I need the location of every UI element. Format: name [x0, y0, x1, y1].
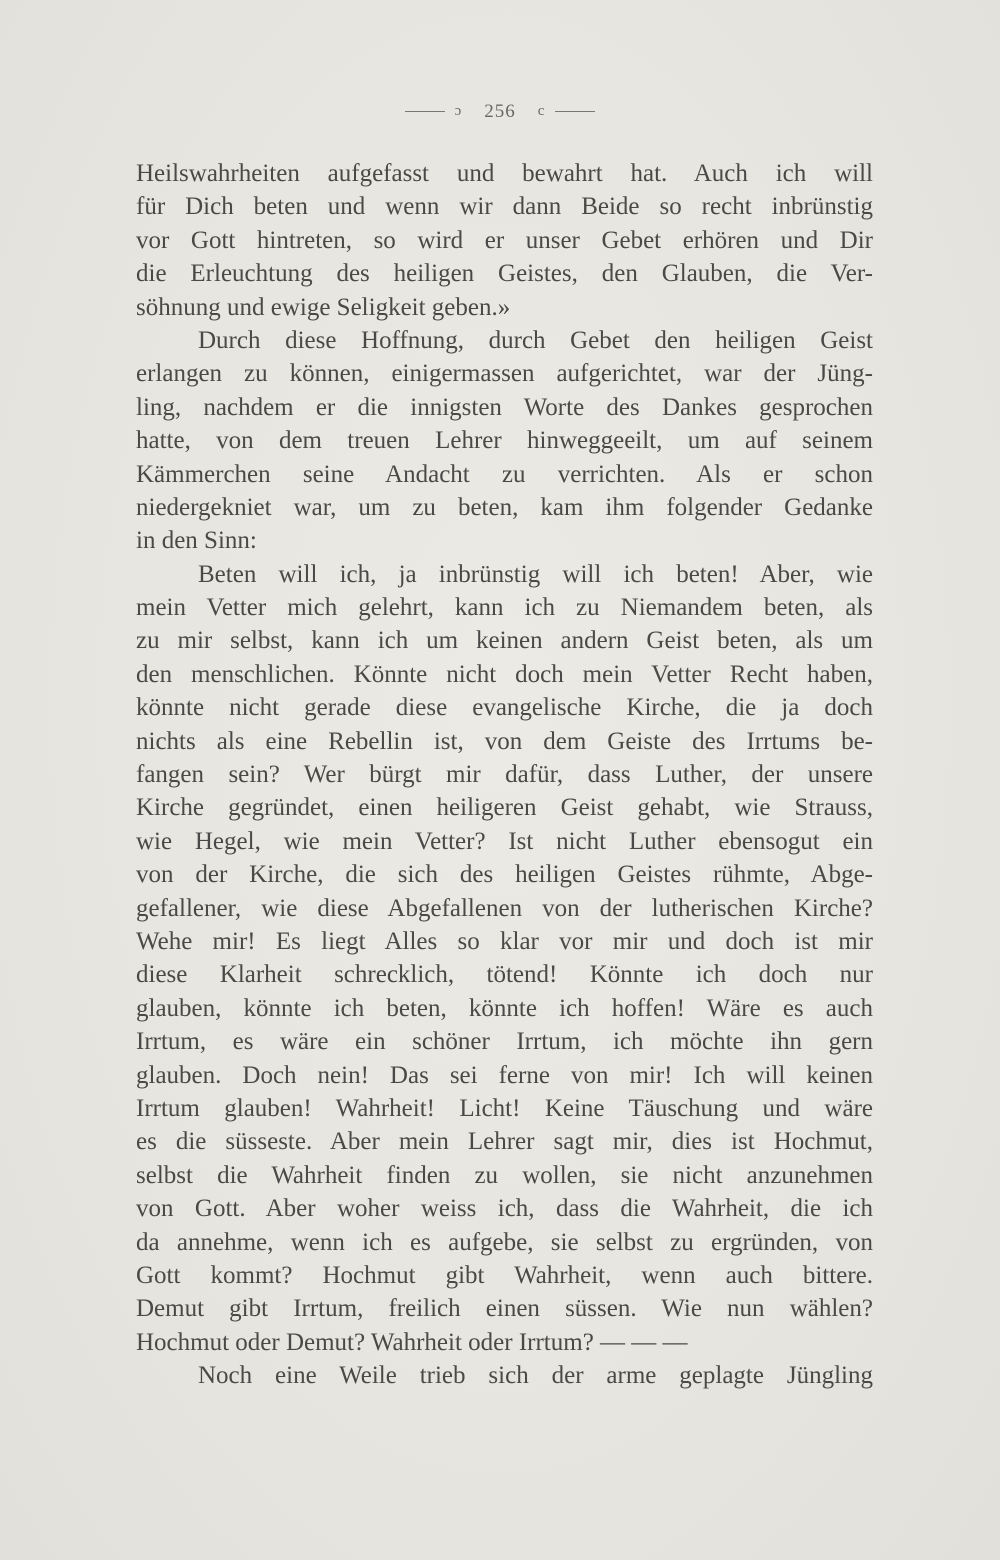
- header-rule-left: [405, 111, 445, 112]
- page-header: [0, 100, 1000, 123]
- text-line: hatte, von dem treuen Lehrer hinweggeeilt, um auf seinem: [136, 427, 873, 455]
- text-line: von der Kirche, die sich des heiligen Geistes rühmte, Abge-: [136, 861, 873, 889]
- text-line: die Erleuchtung des heiligen Geistes, den Glauben, die Ver-: [136, 260, 873, 288]
- header-rule-right: [555, 111, 595, 112]
- text-line: Kämmerchen seine Andacht zu verrichten. Als er schon: [136, 460, 873, 488]
- text-line: für Dich beten und wenn wir dann Beide so recht inbrünstig: [136, 193, 873, 221]
- text-line: glauben. Doch nein! Das sei ferne von mir! Ich will keinen: [136, 1061, 873, 1089]
- text-line: den menschlichen. Könnte nicht doch mein Vetter Recht haben,: [136, 660, 873, 688]
- text-line: fangen sein? Wer bürgt mir dafür, dass Luther, der unsere: [136, 761, 873, 789]
- text-line: Wehe mir! Es liegt Alles so klar vor mir und doch ist mir: [136, 927, 873, 955]
- text-line: nichts als eine Rebellin ist, von dem Geiste des Irrtums be-: [136, 727, 873, 755]
- text-line: Gott kommt? Hochmut gibt Wahrheit, wenn auch bittere.: [136, 1261, 873, 1289]
- text-line: Hochmut oder Demut? Wahrheit oder Irrtum? — — —: [136, 1328, 688, 1356]
- text-line: Irrtum glauben! Wahrheit! Licht! Keine Täuschung und wäre: [136, 1094, 873, 1122]
- text-line: Irrtum, es wäre ein schöner Irrtum, ich möchte ihn gern: [136, 1028, 873, 1056]
- text-line: es die süsseste. Aber mein Lehrer sagt mir, dies ist Hochmut,: [136, 1128, 873, 1156]
- text-line: in den Sinn:: [136, 527, 257, 555]
- text-line: diese Klarheit schrecklich, tötend! Könnte ich doch nur: [136, 961, 873, 989]
- text-line: erlangen zu können, einigermassen aufgerichtet, war der Jüng-: [136, 360, 873, 388]
- text-line: Demut gibt Irrtum, freilich einen süssen. Wie nun wählen?: [136, 1295, 873, 1323]
- text-line: söhnung und ewige Seligkeit geben.»: [136, 293, 511, 321]
- paragraph-first-line: Noch eine Weile trieb sich der arme geplagte Jüngling: [198, 1362, 873, 1390]
- paragraph-first-line: Durch diese Hoffnung, durch Gebet den heiligen Geist: [198, 326, 873, 354]
- text-line: wie Hegel, wie mein Vetter? Ist nicht Luther ebensogut ein: [136, 827, 873, 855]
- text-line: von Gott. Aber woher weiss ich, dass die Wahrheit, die ich: [136, 1195, 873, 1223]
- page-number: 256: [484, 100, 516, 122]
- text-line: da annehme, wenn ich es aufgebe, sie selbst zu ergründen, von: [136, 1228, 873, 1256]
- text-line: zu mir selbst, kann ich um keinen andern Geist beten, als um: [136, 627, 873, 655]
- text-line: glauben, könnte ich beten, könnte ich hoffen! Wäre es auch: [136, 994, 873, 1022]
- text-line: Kirche gegründet, einen heiligeren Geist gehabt, wie Strauss,: [136, 794, 873, 822]
- text-line: selbst die Wahrheit finden zu wollen, sie nicht anzunehmen: [136, 1161, 873, 1189]
- header-ornament-right: c: [537, 103, 546, 120]
- text-line: gefallener, wie diese Abgefallenen von der lutherischen Kirche?: [136, 894, 873, 922]
- text-line: ling, nachdem er die innigsten Worte des Dankes gesprochen: [136, 393, 873, 421]
- text-line: Heilswahrheiten aufgefasst und bewahrt hat. Auch ich will: [136, 160, 873, 187]
- text-line: vor Gott hintreten, so wird er unser Gebet erhören und Dir: [136, 226, 873, 254]
- text-line: mein Vetter mich gelehrt, kann ich zu Niemandem beten, als: [136, 594, 873, 622]
- text-line: könnte nicht gerade diese evangelische Kirche, die ja doch: [136, 694, 873, 722]
- paragraph-first-line: Beten will ich, ja inbrünstig will ich beten! Aber, wie: [198, 560, 873, 588]
- header-ornament-left: ɔ: [454, 103, 463, 120]
- text-line: niedergekniet war, um zu beten, kam ihm folgender Gedanke: [136, 493, 873, 521]
- page-body-text: [136, 157, 873, 1392]
